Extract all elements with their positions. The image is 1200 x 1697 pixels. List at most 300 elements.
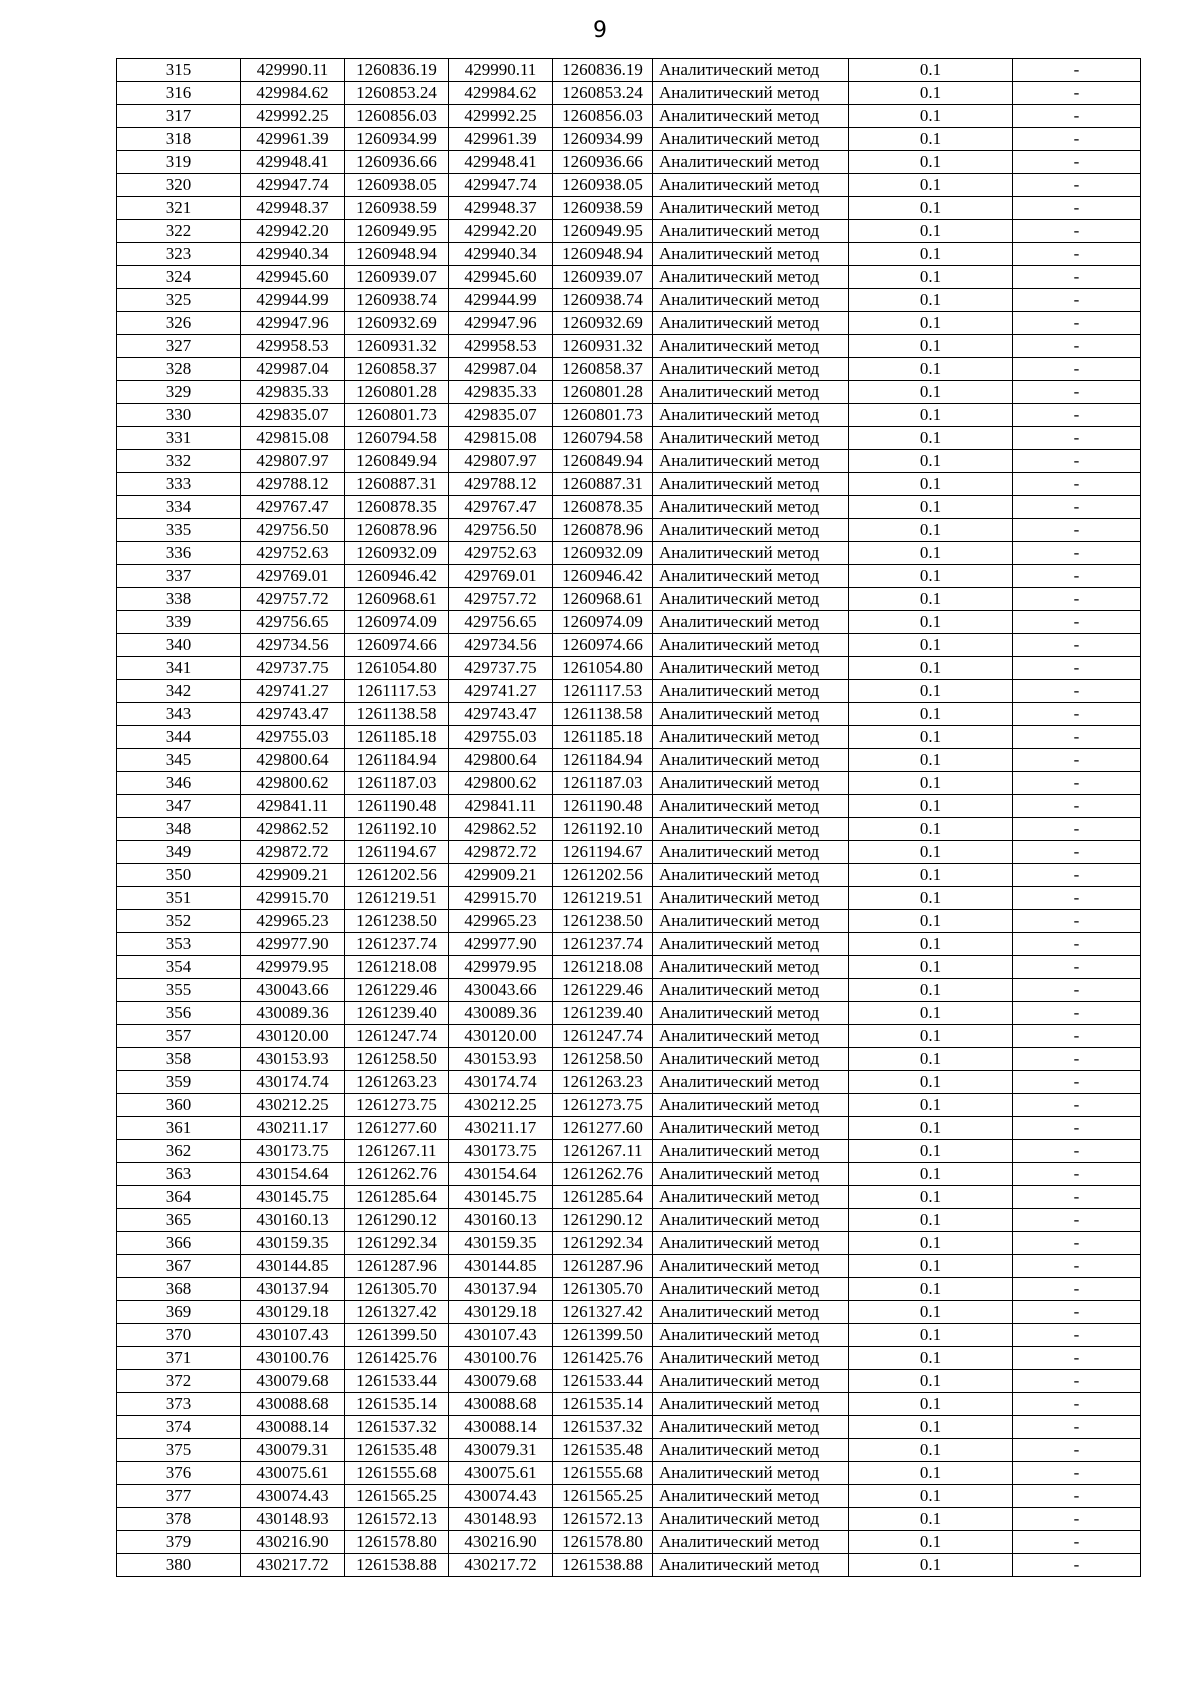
point-number-cell: 360 xyxy=(117,1094,241,1117)
x-new-cell: 429835.07 xyxy=(449,404,553,427)
method-cell: Аналитический метод xyxy=(653,657,849,680)
table-row xyxy=(117,818,1141,841)
y-new-cell: 1260794.58 xyxy=(553,427,653,450)
accuracy-cell: 0.1 xyxy=(849,381,1013,404)
table-row xyxy=(117,1508,1141,1531)
y-old-cell: 1260968.61 xyxy=(345,588,449,611)
point-number-cell: 356 xyxy=(117,1002,241,1025)
y-old-cell: 1260801.73 xyxy=(345,404,449,427)
point-number-cell: 340 xyxy=(117,634,241,657)
y-new-cell: 1261578.80 xyxy=(553,1531,653,1554)
accuracy-cell: 0.1 xyxy=(849,1163,1013,1186)
x-old-cell: 430211.17 xyxy=(241,1117,345,1140)
point-number-cell: 318 xyxy=(117,128,241,151)
description-cell: - xyxy=(1013,174,1141,197)
table-row xyxy=(117,1301,1141,1324)
point-number-cell: 353 xyxy=(117,933,241,956)
point-number-cell: 350 xyxy=(117,864,241,887)
description-cell: - xyxy=(1013,910,1141,933)
x-old-cell: 430043.66 xyxy=(241,979,345,1002)
table-row xyxy=(117,1071,1141,1094)
y-old-cell: 1260836.19 xyxy=(345,59,449,82)
method-cell: Аналитический метод xyxy=(653,1278,849,1301)
x-new-cell: 429815.08 xyxy=(449,427,553,450)
accuracy-cell: 0.1 xyxy=(849,979,1013,1002)
x-old-cell: 430173.75 xyxy=(241,1140,345,1163)
x-new-cell: 430107.43 xyxy=(449,1324,553,1347)
x-new-cell: 430216.90 xyxy=(449,1531,553,1554)
x-new-cell: 430075.61 xyxy=(449,1462,553,1485)
table-body xyxy=(117,59,1141,1577)
method-cell: Аналитический метод xyxy=(653,1324,849,1347)
x-old-cell: 430159.35 xyxy=(241,1232,345,1255)
table-row xyxy=(117,956,1141,979)
description-cell: - xyxy=(1013,1209,1141,1232)
description-cell: - xyxy=(1013,105,1141,128)
accuracy-cell: 0.1 xyxy=(849,289,1013,312)
point-number-cell: 327 xyxy=(117,335,241,358)
method-cell: Аналитический метод xyxy=(653,519,849,542)
point-number-cell: 330 xyxy=(117,404,241,427)
x-new-cell: 429948.37 xyxy=(449,197,553,220)
point-number-cell: 369 xyxy=(117,1301,241,1324)
accuracy-cell: 0.1 xyxy=(849,59,1013,82)
table-row xyxy=(117,772,1141,795)
x-old-cell: 429862.52 xyxy=(241,818,345,841)
method-cell: Аналитический метод xyxy=(653,749,849,772)
x-new-cell: 430211.17 xyxy=(449,1117,553,1140)
y-new-cell: 1261533.44 xyxy=(553,1370,653,1393)
method-cell: Аналитический метод xyxy=(653,289,849,312)
x-old-cell: 429800.62 xyxy=(241,772,345,795)
accuracy-cell: 0.1 xyxy=(849,818,1013,841)
description-cell: - xyxy=(1013,680,1141,703)
y-new-cell: 1260974.66 xyxy=(553,634,653,657)
y-old-cell: 1261290.12 xyxy=(345,1209,449,1232)
y-old-cell: 1261263.23 xyxy=(345,1071,449,1094)
table-row xyxy=(117,841,1141,864)
table-row xyxy=(117,427,1141,450)
description-cell: - xyxy=(1013,933,1141,956)
accuracy-cell: 0.1 xyxy=(849,1278,1013,1301)
x-new-cell: 430079.68 xyxy=(449,1370,553,1393)
x-old-cell: 429940.34 xyxy=(241,243,345,266)
y-new-cell: 1261287.96 xyxy=(553,1255,653,1278)
description-cell: - xyxy=(1013,1117,1141,1140)
point-number-cell: 371 xyxy=(117,1347,241,1370)
method-cell: Аналитический метод xyxy=(653,703,849,726)
point-number-cell: 359 xyxy=(117,1071,241,1094)
method-cell: Аналитический метод xyxy=(653,105,849,128)
y-old-cell: 1261238.50 xyxy=(345,910,449,933)
description-cell: - xyxy=(1013,565,1141,588)
x-new-cell: 429741.27 xyxy=(449,680,553,703)
y-old-cell: 1261219.51 xyxy=(345,887,449,910)
table-row xyxy=(117,634,1141,657)
accuracy-cell: 0.1 xyxy=(849,887,1013,910)
method-cell: Аналитический метод xyxy=(653,1462,849,1485)
x-old-cell: 429788.12 xyxy=(241,473,345,496)
table-row xyxy=(117,565,1141,588)
y-new-cell: 1261425.76 xyxy=(553,1347,653,1370)
y-old-cell: 1261555.68 xyxy=(345,1462,449,1485)
y-new-cell: 1260853.24 xyxy=(553,82,653,105)
table-row xyxy=(117,887,1141,910)
x-new-cell: 429743.47 xyxy=(449,703,553,726)
x-old-cell: 430212.25 xyxy=(241,1094,345,1117)
x-old-cell: 430075.61 xyxy=(241,1462,345,1485)
y-old-cell: 1261138.58 xyxy=(345,703,449,726)
accuracy-cell: 0.1 xyxy=(849,358,1013,381)
description-cell: - xyxy=(1013,473,1141,496)
description-cell: - xyxy=(1013,1554,1141,1577)
method-cell: Аналитический метод xyxy=(653,1002,849,1025)
method-cell: Аналитический метод xyxy=(653,588,849,611)
table-row xyxy=(117,473,1141,496)
method-cell: Аналитический метод xyxy=(653,197,849,220)
point-number-cell: 372 xyxy=(117,1370,241,1393)
table-row xyxy=(117,59,1141,82)
x-new-cell: 429734.56 xyxy=(449,634,553,657)
method-cell: Аналитический метод xyxy=(653,1255,849,1278)
y-old-cell: 1260938.05 xyxy=(345,174,449,197)
x-old-cell: 429800.64 xyxy=(241,749,345,772)
table-row xyxy=(117,404,1141,427)
point-number-cell: 328 xyxy=(117,358,241,381)
y-new-cell: 1261117.53 xyxy=(553,680,653,703)
accuracy-cell: 0.1 xyxy=(849,1554,1013,1577)
x-new-cell: 429835.33 xyxy=(449,381,553,404)
y-new-cell: 1261054.80 xyxy=(553,657,653,680)
x-new-cell: 430089.36 xyxy=(449,1002,553,1025)
y-old-cell: 1260794.58 xyxy=(345,427,449,450)
x-new-cell: 430174.74 xyxy=(449,1071,553,1094)
point-number-cell: 319 xyxy=(117,151,241,174)
table-row xyxy=(117,1117,1141,1140)
x-old-cell: 429990.11 xyxy=(241,59,345,82)
x-old-cell: 429841.11 xyxy=(241,795,345,818)
table-row xyxy=(117,933,1141,956)
y-old-cell: 1260948.94 xyxy=(345,243,449,266)
point-number-cell: 367 xyxy=(117,1255,241,1278)
y-new-cell: 1261190.48 xyxy=(553,795,653,818)
accuracy-cell: 0.1 xyxy=(849,519,1013,542)
y-old-cell: 1260887.31 xyxy=(345,473,449,496)
point-number-cell: 351 xyxy=(117,887,241,910)
x-new-cell: 429862.52 xyxy=(449,818,553,841)
description-cell: - xyxy=(1013,358,1141,381)
point-number-cell: 335 xyxy=(117,519,241,542)
table-row xyxy=(117,335,1141,358)
table-row xyxy=(117,128,1141,151)
y-old-cell: 1261578.80 xyxy=(345,1531,449,1554)
y-old-cell: 1261273.75 xyxy=(345,1094,449,1117)
x-old-cell: 430088.14 xyxy=(241,1416,345,1439)
description-cell: - xyxy=(1013,450,1141,473)
point-number-cell: 347 xyxy=(117,795,241,818)
accuracy-cell: 0.1 xyxy=(849,174,1013,197)
y-new-cell: 1260887.31 xyxy=(553,473,653,496)
x-old-cell: 429757.72 xyxy=(241,588,345,611)
table-row xyxy=(117,1485,1141,1508)
y-new-cell: 1260938.74 xyxy=(553,289,653,312)
accuracy-cell: 0.1 xyxy=(849,335,1013,358)
x-old-cell: 429945.60 xyxy=(241,266,345,289)
x-old-cell: 430144.85 xyxy=(241,1255,345,1278)
y-new-cell: 1261202.56 xyxy=(553,864,653,887)
x-new-cell: 429800.62 xyxy=(449,772,553,795)
table-row xyxy=(117,197,1141,220)
y-new-cell: 1261572.13 xyxy=(553,1508,653,1531)
description-cell: - xyxy=(1013,1347,1141,1370)
table-row xyxy=(117,220,1141,243)
y-old-cell: 1261535.14 xyxy=(345,1393,449,1416)
method-cell: Аналитический метод xyxy=(653,565,849,588)
description-cell: - xyxy=(1013,289,1141,312)
x-new-cell: 429757.72 xyxy=(449,588,553,611)
point-number-cell: 336 xyxy=(117,542,241,565)
y-old-cell: 1260878.96 xyxy=(345,519,449,542)
x-new-cell: 429788.12 xyxy=(449,473,553,496)
method-cell: Аналитический метод xyxy=(653,1370,849,1393)
x-new-cell: 429872.72 xyxy=(449,841,553,864)
x-new-cell: 430129.18 xyxy=(449,1301,553,1324)
accuracy-cell: 0.1 xyxy=(849,910,1013,933)
description-cell: - xyxy=(1013,519,1141,542)
accuracy-cell: 0.1 xyxy=(849,151,1013,174)
method-cell: Аналитический метод xyxy=(653,611,849,634)
x-old-cell: 429979.95 xyxy=(241,956,345,979)
accuracy-cell: 0.1 xyxy=(849,588,1013,611)
y-new-cell: 1260932.69 xyxy=(553,312,653,335)
table-row xyxy=(117,174,1141,197)
accuracy-cell: 0.1 xyxy=(849,749,1013,772)
x-new-cell: 429807.97 xyxy=(449,450,553,473)
x-old-cell: 430120.00 xyxy=(241,1025,345,1048)
description-cell: - xyxy=(1013,634,1141,657)
table-row xyxy=(117,864,1141,887)
x-old-cell: 430145.75 xyxy=(241,1186,345,1209)
point-number-cell: 380 xyxy=(117,1554,241,1577)
x-new-cell: 429915.70 xyxy=(449,887,553,910)
method-cell: Аналитический метод xyxy=(653,1232,849,1255)
table-row xyxy=(117,243,1141,266)
point-number-cell: 363 xyxy=(117,1163,241,1186)
x-new-cell: 430145.75 xyxy=(449,1186,553,1209)
y-old-cell: 1260932.69 xyxy=(345,312,449,335)
y-new-cell: 1261555.68 xyxy=(553,1462,653,1485)
point-number-cell: 357 xyxy=(117,1025,241,1048)
x-new-cell: 430153.93 xyxy=(449,1048,553,1071)
x-new-cell: 429947.96 xyxy=(449,312,553,335)
x-old-cell: 429755.03 xyxy=(241,726,345,749)
table-row xyxy=(117,1554,1141,1577)
x-old-cell: 429948.41 xyxy=(241,151,345,174)
point-number-cell: 376 xyxy=(117,1462,241,1485)
accuracy-cell: 0.1 xyxy=(849,1048,1013,1071)
accuracy-cell: 0.1 xyxy=(849,312,1013,335)
table-row xyxy=(117,519,1141,542)
point-number-cell: 321 xyxy=(117,197,241,220)
point-number-cell: 338 xyxy=(117,588,241,611)
point-number-cell: 365 xyxy=(117,1209,241,1232)
table-row xyxy=(117,105,1141,128)
x-new-cell: 429755.03 xyxy=(449,726,553,749)
y-new-cell: 1261263.23 xyxy=(553,1071,653,1094)
x-old-cell: 429769.01 xyxy=(241,565,345,588)
y-old-cell: 1261258.50 xyxy=(345,1048,449,1071)
point-number-cell: 341 xyxy=(117,657,241,680)
description-cell: - xyxy=(1013,381,1141,404)
y-new-cell: 1260932.09 xyxy=(553,542,653,565)
x-new-cell: 429737.75 xyxy=(449,657,553,680)
description-cell: - xyxy=(1013,864,1141,887)
method-cell: Аналитический метод xyxy=(653,1439,849,1462)
accuracy-cell: 0.1 xyxy=(849,864,1013,887)
accuracy-cell: 0.1 xyxy=(849,795,1013,818)
y-new-cell: 1260946.42 xyxy=(553,565,653,588)
accuracy-cell: 0.1 xyxy=(849,128,1013,151)
accuracy-cell: 0.1 xyxy=(849,657,1013,680)
table-row xyxy=(117,450,1141,473)
method-cell: Аналитический метод xyxy=(653,887,849,910)
y-new-cell: 1261239.40 xyxy=(553,1002,653,1025)
y-new-cell: 1260856.03 xyxy=(553,105,653,128)
table-row xyxy=(117,1048,1141,1071)
description-cell: - xyxy=(1013,1140,1141,1163)
method-cell: Аналитический метод xyxy=(653,82,849,105)
y-new-cell: 1260939.07 xyxy=(553,266,653,289)
table-row xyxy=(117,1025,1141,1048)
description-cell: - xyxy=(1013,979,1141,1002)
point-number-cell: 334 xyxy=(117,496,241,519)
x-old-cell: 429872.72 xyxy=(241,841,345,864)
point-number-cell: 333 xyxy=(117,473,241,496)
y-old-cell: 1261277.60 xyxy=(345,1117,449,1140)
x-new-cell: 430120.00 xyxy=(449,1025,553,1048)
accuracy-cell: 0.1 xyxy=(849,1531,1013,1554)
y-new-cell: 1261399.50 xyxy=(553,1324,653,1347)
y-new-cell: 1261327.42 xyxy=(553,1301,653,1324)
y-old-cell: 1261538.88 xyxy=(345,1554,449,1577)
method-cell: Аналитический метод xyxy=(653,312,849,335)
table-row xyxy=(117,1186,1141,1209)
y-old-cell: 1260801.28 xyxy=(345,381,449,404)
x-old-cell: 429815.08 xyxy=(241,427,345,450)
y-new-cell: 1260949.95 xyxy=(553,220,653,243)
x-old-cell: 429909.21 xyxy=(241,864,345,887)
x-new-cell: 430212.25 xyxy=(449,1094,553,1117)
accuracy-cell: 0.1 xyxy=(849,1324,1013,1347)
x-new-cell: 429987.04 xyxy=(449,358,553,381)
accuracy-cell: 0.1 xyxy=(849,1370,1013,1393)
point-number-cell: 344 xyxy=(117,726,241,749)
x-new-cell: 430079.31 xyxy=(449,1439,553,1462)
point-number-cell: 337 xyxy=(117,565,241,588)
description-cell: - xyxy=(1013,1416,1141,1439)
description-cell: - xyxy=(1013,1002,1141,1025)
description-cell: - xyxy=(1013,588,1141,611)
y-new-cell: 1260836.19 xyxy=(553,59,653,82)
y-new-cell: 1260801.28 xyxy=(553,381,653,404)
accuracy-cell: 0.1 xyxy=(849,1002,1013,1025)
x-old-cell: 430154.64 xyxy=(241,1163,345,1186)
method-cell: Аналитический метод xyxy=(653,841,849,864)
x-old-cell: 429741.27 xyxy=(241,680,345,703)
y-old-cell: 1261572.13 xyxy=(345,1508,449,1531)
y-old-cell: 1261305.70 xyxy=(345,1278,449,1301)
x-old-cell: 430174.74 xyxy=(241,1071,345,1094)
y-old-cell: 1260974.09 xyxy=(345,611,449,634)
y-new-cell: 1260849.94 xyxy=(553,450,653,473)
x-old-cell: 429752.63 xyxy=(241,542,345,565)
point-number-cell: 346 xyxy=(117,772,241,795)
y-old-cell: 1261202.56 xyxy=(345,864,449,887)
point-number-cell: 322 xyxy=(117,220,241,243)
description-cell: - xyxy=(1013,335,1141,358)
accuracy-cell: 0.1 xyxy=(849,105,1013,128)
y-old-cell: 1261185.18 xyxy=(345,726,449,749)
description-cell: - xyxy=(1013,841,1141,864)
x-old-cell: 430153.93 xyxy=(241,1048,345,1071)
x-new-cell: 429940.34 xyxy=(449,243,553,266)
y-old-cell: 1261054.80 xyxy=(345,657,449,680)
x-old-cell: 429942.20 xyxy=(241,220,345,243)
method-cell: Аналитический метод xyxy=(653,1508,849,1531)
table-row xyxy=(117,910,1141,933)
point-number-cell: 352 xyxy=(117,910,241,933)
table-row xyxy=(117,1462,1141,1485)
description-cell: - xyxy=(1013,1186,1141,1209)
y-new-cell: 1261237.74 xyxy=(553,933,653,956)
x-old-cell: 429984.62 xyxy=(241,82,345,105)
accuracy-cell: 0.1 xyxy=(849,473,1013,496)
x-new-cell: 429965.23 xyxy=(449,910,553,933)
y-old-cell: 1261190.48 xyxy=(345,795,449,818)
method-cell: Аналитический метод xyxy=(653,910,849,933)
y-new-cell: 1260801.73 xyxy=(553,404,653,427)
point-number-cell: 361 xyxy=(117,1117,241,1140)
description-cell: - xyxy=(1013,703,1141,726)
accuracy-cell: 0.1 xyxy=(849,956,1013,979)
y-new-cell: 1261229.46 xyxy=(553,979,653,1002)
x-old-cell: 429737.75 xyxy=(241,657,345,680)
x-old-cell: 429915.70 xyxy=(241,887,345,910)
y-old-cell: 1260946.42 xyxy=(345,565,449,588)
coordinates-table xyxy=(116,58,1141,1577)
accuracy-cell: 0.1 xyxy=(849,1485,1013,1508)
y-new-cell: 1261290.12 xyxy=(553,1209,653,1232)
point-number-cell: 355 xyxy=(117,979,241,1002)
table-row xyxy=(117,289,1141,312)
description-cell: - xyxy=(1013,496,1141,519)
accuracy-cell: 0.1 xyxy=(849,680,1013,703)
x-new-cell: 430043.66 xyxy=(449,979,553,1002)
table-row xyxy=(117,979,1141,1002)
point-number-cell: 343 xyxy=(117,703,241,726)
x-new-cell: 430137.94 xyxy=(449,1278,553,1301)
method-cell: Аналитический метод xyxy=(653,1094,849,1117)
y-old-cell: 1260932.09 xyxy=(345,542,449,565)
description-cell: - xyxy=(1013,1485,1141,1508)
y-new-cell: 1260968.61 xyxy=(553,588,653,611)
accuracy-cell: 0.1 xyxy=(849,243,1013,266)
page-number: 9 xyxy=(593,18,607,43)
y-old-cell: 1261425.76 xyxy=(345,1347,449,1370)
x-old-cell: 429965.23 xyxy=(241,910,345,933)
table-row xyxy=(117,1370,1141,1393)
table-row xyxy=(117,726,1141,749)
